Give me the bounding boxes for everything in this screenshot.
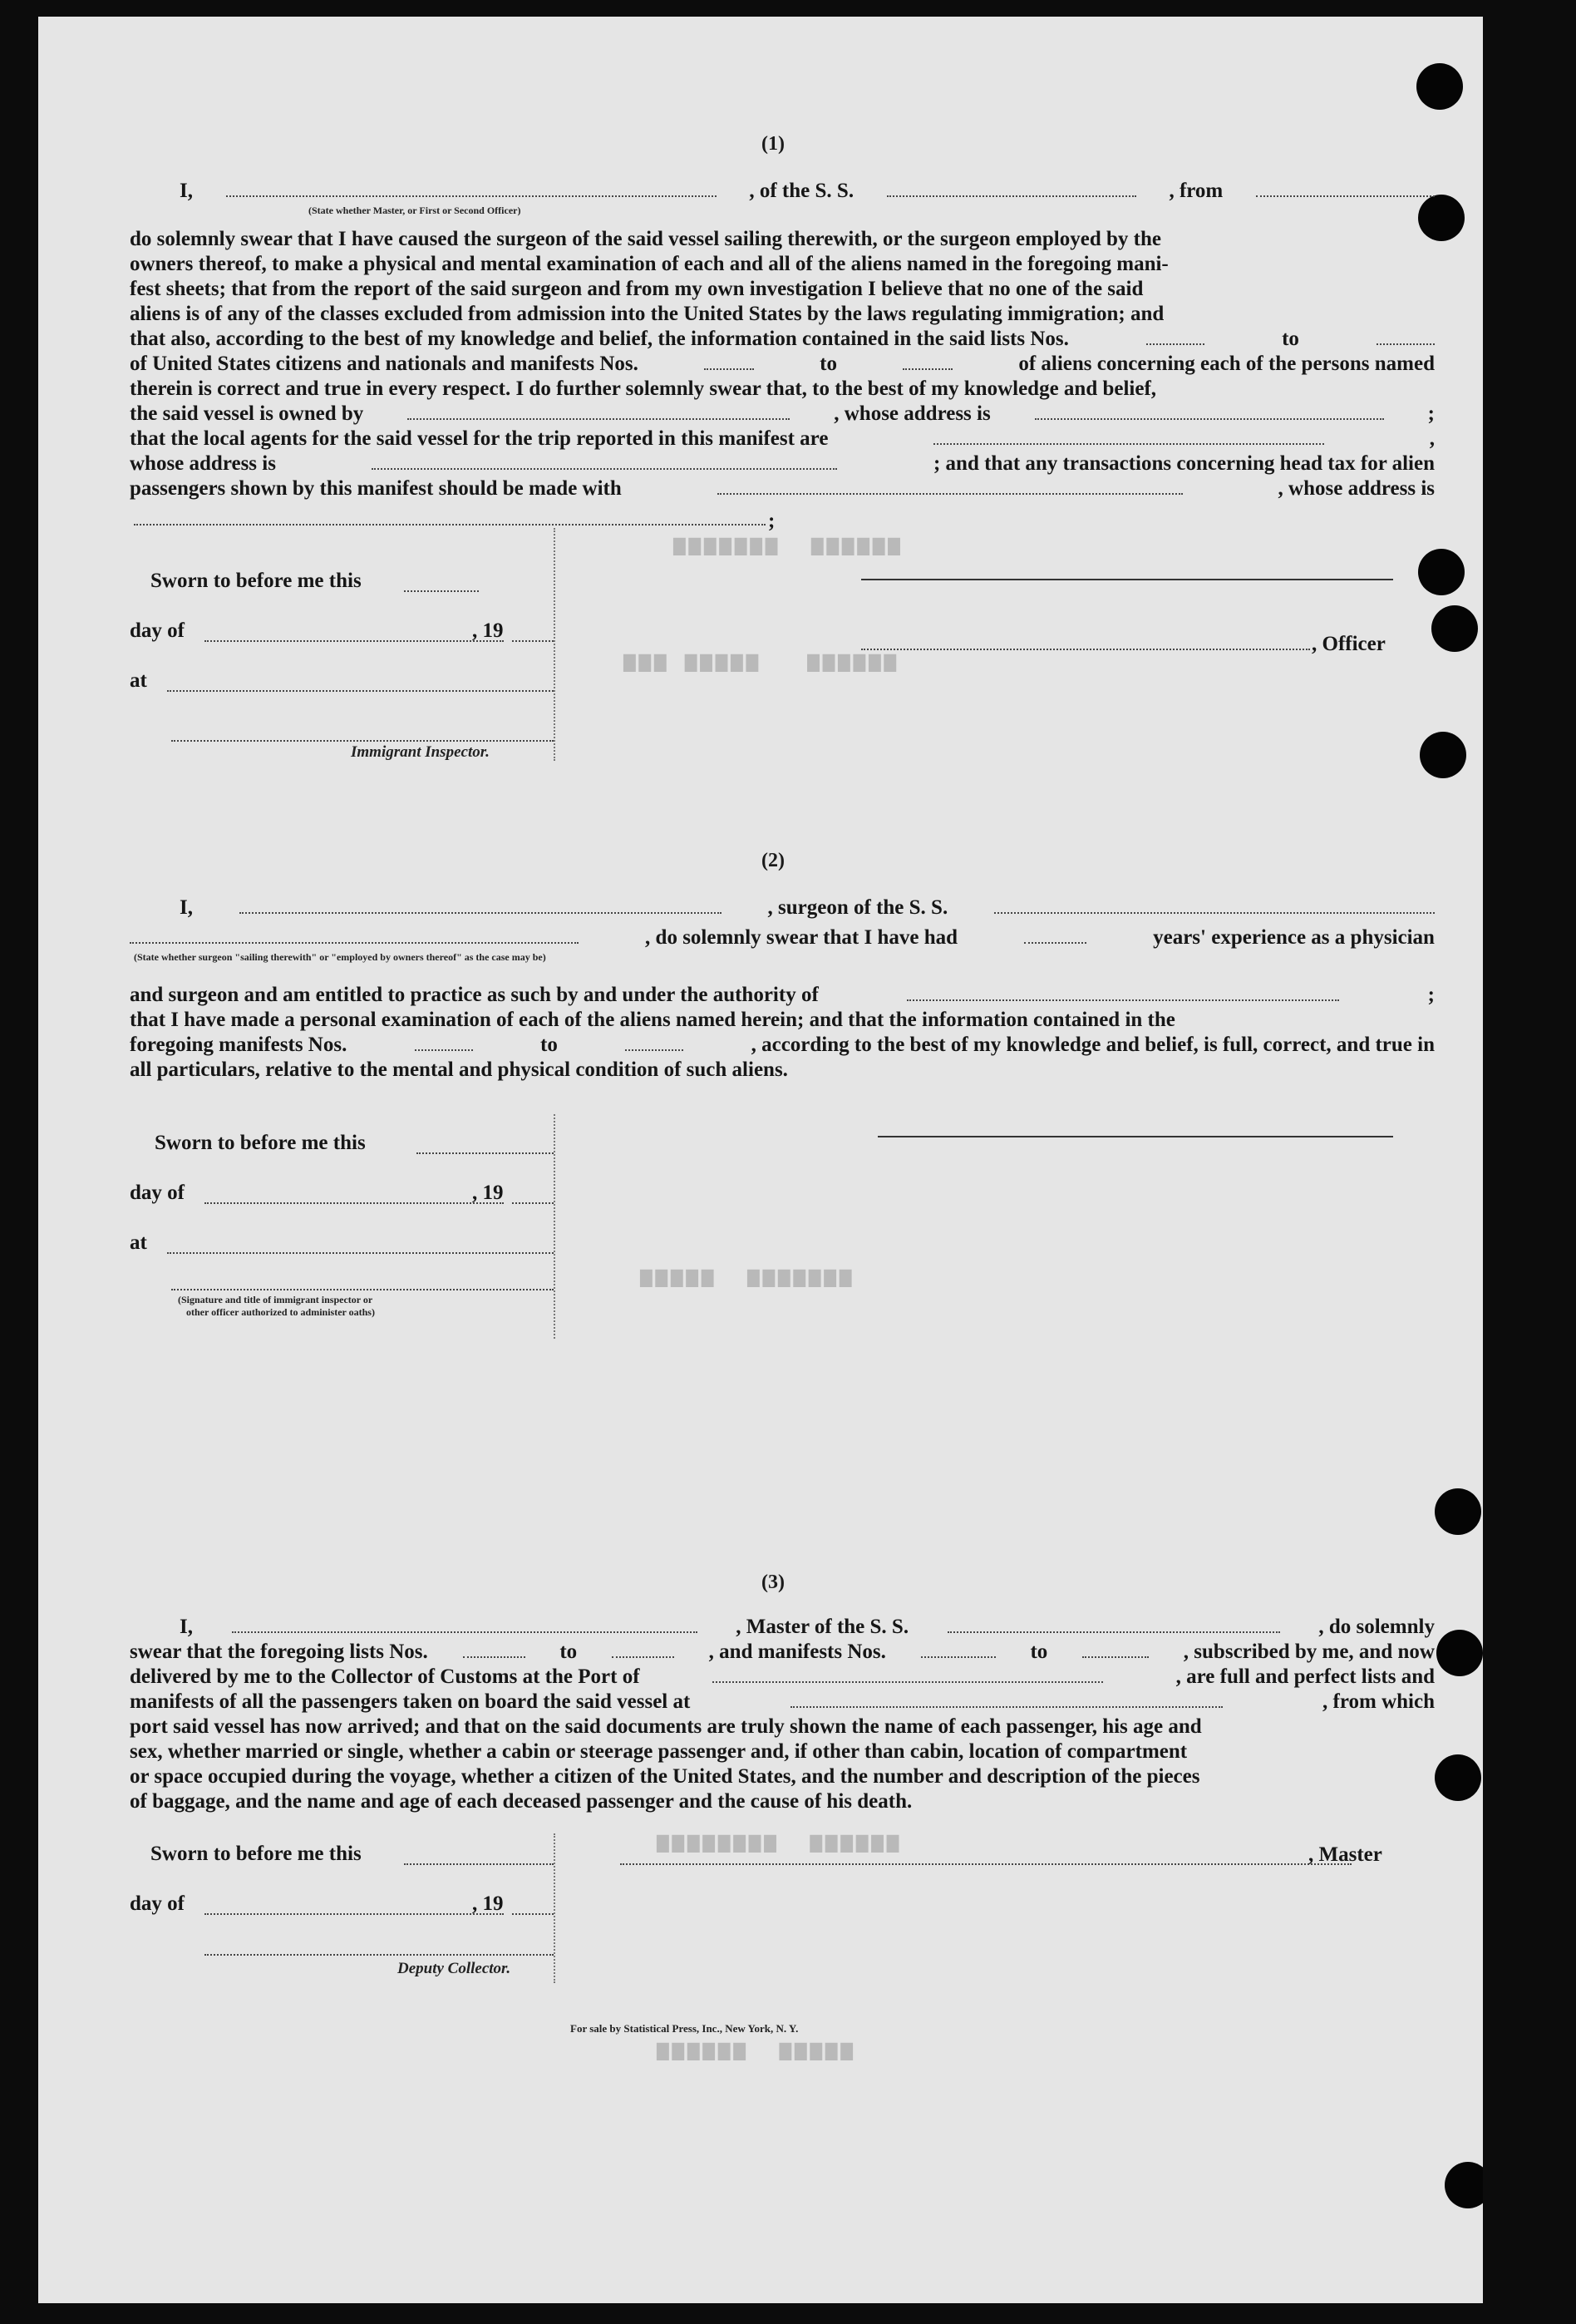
s1-inspector-signature-line — [171, 740, 554, 742]
s1-inspector-caption: Immigrant Inspector. — [351, 743, 490, 761]
s2-sworn-label: Sworn to before me this — [155, 1132, 366, 1154]
s2-line-2: , do solemnly swear that I have had years' experience as a physician — [130, 925, 1435, 950]
punch-hole — [1436, 1630, 1483, 1676]
s3-collector-caption: Deputy Collector. — [397, 1960, 511, 1977]
s1-line-5: aliens is of any of the classes excluded from admission into the United States by the laws regulating immigration; and — [130, 303, 1165, 325]
punch-hole — [1418, 549, 1465, 595]
bracket-divider — [554, 1833, 555, 1983]
punch-hole — [1435, 1488, 1481, 1535]
s1-line-4: fest sheets; that from the report of the said surgeon and from my own investigation I believe that no one of the said — [130, 278, 1144, 300]
s1-line-10: that the local agents for the said vessel for the trip reported in this manifest are , — [130, 427, 1435, 450]
s1-line-6: that also, according to the best of my knowledge and belief, the information contained in the said lists Nos. to — [130, 327, 1435, 352]
s2-day-of-label: day of — [130, 1182, 185, 1204]
section-number: (1) — [761, 133, 785, 155]
s2-line-6: all particulars, relative to the mental and physical condition of such aliens. — [130, 1058, 788, 1081]
s1-line-3: owners thereof, to make a physical and mental examination of each and all of the aliens named in the foregoing mani- — [130, 253, 1169, 275]
s3-sworn-blank — [404, 1863, 554, 1865]
s2-year-blank — [512, 1202, 554, 1204]
punch-hole — [1445, 2162, 1483, 2208]
s2-line-1: I, , surgeon of the S. S. — [180, 896, 1435, 920]
s1-line-12: passengers shown by this manifest should be made with , whose address is — [130, 477, 1435, 500]
printer-imprint: For sale by Statistical Press, Inc., New York, N. Y. — [570, 2022, 799, 2035]
s3-year-blank — [512, 1913, 554, 1915]
s3-line-3: delivered by me to the Collector of Customs at the Port of , are full and perfect lists and — [130, 1665, 1435, 1688]
s2-line-5: foregoing manifests Nos. to , according to the best of my knowledge and belief, is full, correct, and true in — [130, 1034, 1435, 1056]
bracket-divider — [554, 1114, 555, 1339]
s1-day-blank — [204, 640, 504, 642]
s1-at-blank — [167, 690, 554, 692]
s1-sworn-blank — [404, 590, 479, 592]
s3-line-1: I, , Master of the S. S. , do solemnly — [180, 1616, 1435, 1638]
s2-sworn-blank — [416, 1152, 554, 1154]
s3-line-5: port said vessel has now arrived; and that on the said documents are truly shown the name of each passenger, his age and — [130, 1715, 1202, 1738]
s2-signature-right — [878, 1136, 1393, 1137]
s1-line-1: I, , of the S. S. , from — [180, 179, 1435, 204]
s3-line-4: manifests of all the passengers taken on board the said vessel at , from which — [130, 1690, 1435, 1713]
s1-line-2: do solemnly swear that I have caused the surgeon of the said vessel sailing therewith, or the surgeon employed by the — [130, 228, 1161, 250]
s3-line-7: or space occupied during the voyage, whether a citizen of the United States, and the number and description of the pieces — [130, 1765, 1200, 1788]
s2-at-label: at — [130, 1231, 147, 1254]
punch-hole — [1420, 732, 1466, 778]
manifest-affidavit-page — [38, 17, 1483, 2303]
s2-caption-a: (Signature and title of immigrant inspector or — [178, 1294, 373, 1305]
s2-line-3: and surgeon and am entitled to practice as such by and under the authority of ; — [130, 984, 1435, 1006]
s1-year-label: , 19 — [472, 619, 504, 642]
s3-master-label: , Master — [1308, 1843, 1382, 1866]
s2-signature-line — [171, 1289, 554, 1290]
s3-master-line — [620, 1863, 1352, 1865]
s1-line-8: therein is correct and true in every respect. I do further solemnly swear that, to the best of my knowledge and belief, — [130, 377, 1157, 400]
s1-line-9: the said vessel is owned by , whose address is ; — [130, 402, 1435, 425]
bleed-through-texture: ▆▆▆▆▆▆ ▆▆▆▆▆ ▆▆▆ — [620, 651, 896, 674]
s1-signature-line — [861, 579, 1393, 580]
s1-line-11: whose address is ; and that any transactions concerning head tax for alien — [130, 452, 1435, 475]
punch-hole — [1416, 63, 1463, 110]
s2-line-4: that I have made a personal examination of each of the aliens named herein; and that the information contained in the — [130, 1009, 1175, 1031]
s3-sworn-label: Sworn to before me this — [150, 1843, 362, 1865]
s2-day-blank — [204, 1202, 504, 1204]
bleed-through-texture: ▆▆▆▆▆ ▆▆▆▆▆▆ — [653, 2040, 853, 2062]
s1-line-13: ; — [768, 510, 776, 532]
bleed-through-texture: ▆▆▆▆▆▆ ▆▆▆▆▆▆▆ — [670, 535, 900, 557]
s3-collector-signature-line — [204, 1954, 554, 1956]
s3-line-6: sex, whether married or single, whether a cabin or steerage passenger and, if other than cabin, location of compartment — [130, 1740, 1188, 1763]
s1-at-label: at — [130, 669, 147, 692]
s1-day-of-label: day of — [130, 619, 185, 642]
s2-at-blank — [167, 1252, 554, 1254]
punch-hole — [1435, 1754, 1481, 1801]
s3-day-of-label: day of — [130, 1892, 185, 1915]
s1-caption: (State whether Master, or First or Second Officer) — [308, 205, 521, 216]
bleed-through-texture: ▆▆▆▆▆▆▆ ▆▆▆▆▆ — [637, 1266, 852, 1289]
s2-caption-b: other officer authorized to administer oaths) — [186, 1306, 375, 1318]
s3-day-blank — [204, 1913, 504, 1915]
bleed-through-texture: ▆▆▆▆▆▆ ▆▆▆▆▆▆▆▆ — [653, 1832, 899, 1854]
s2-caption: (State whether surgeon "sailing therewith" or "employed by owners thereof" as the case may be) — [134, 951, 546, 963]
section-number: (3) — [761, 1572, 785, 1593]
s3-line-8: of baggage, and the name and age of each deceased passenger and the cause of his death. — [130, 1790, 913, 1813]
s3-line-2: swear that the foregoing lists Nos. to , and manifests Nos. to , subscribed by me, and now — [130, 1641, 1435, 1663]
s1-line-7: of United States citizens and nationals and manifests Nos. to of aliens concerning each of the persons named — [130, 353, 1435, 375]
section-number: (2) — [761, 850, 785, 871]
s1-officer-line — [861, 649, 1310, 650]
bracket-divider — [554, 528, 555, 761]
s3-year-label: , 19 — [472, 1892, 504, 1915]
s1-officer-label: , Officer — [1312, 633, 1386, 655]
s1-year-blank — [512, 640, 554, 642]
punch-hole — [1431, 605, 1478, 652]
s1-address-blank — [134, 524, 766, 525]
s2-year-label: , 19 — [472, 1182, 504, 1204]
s1-sworn-label: Sworn to before me this — [150, 570, 362, 592]
